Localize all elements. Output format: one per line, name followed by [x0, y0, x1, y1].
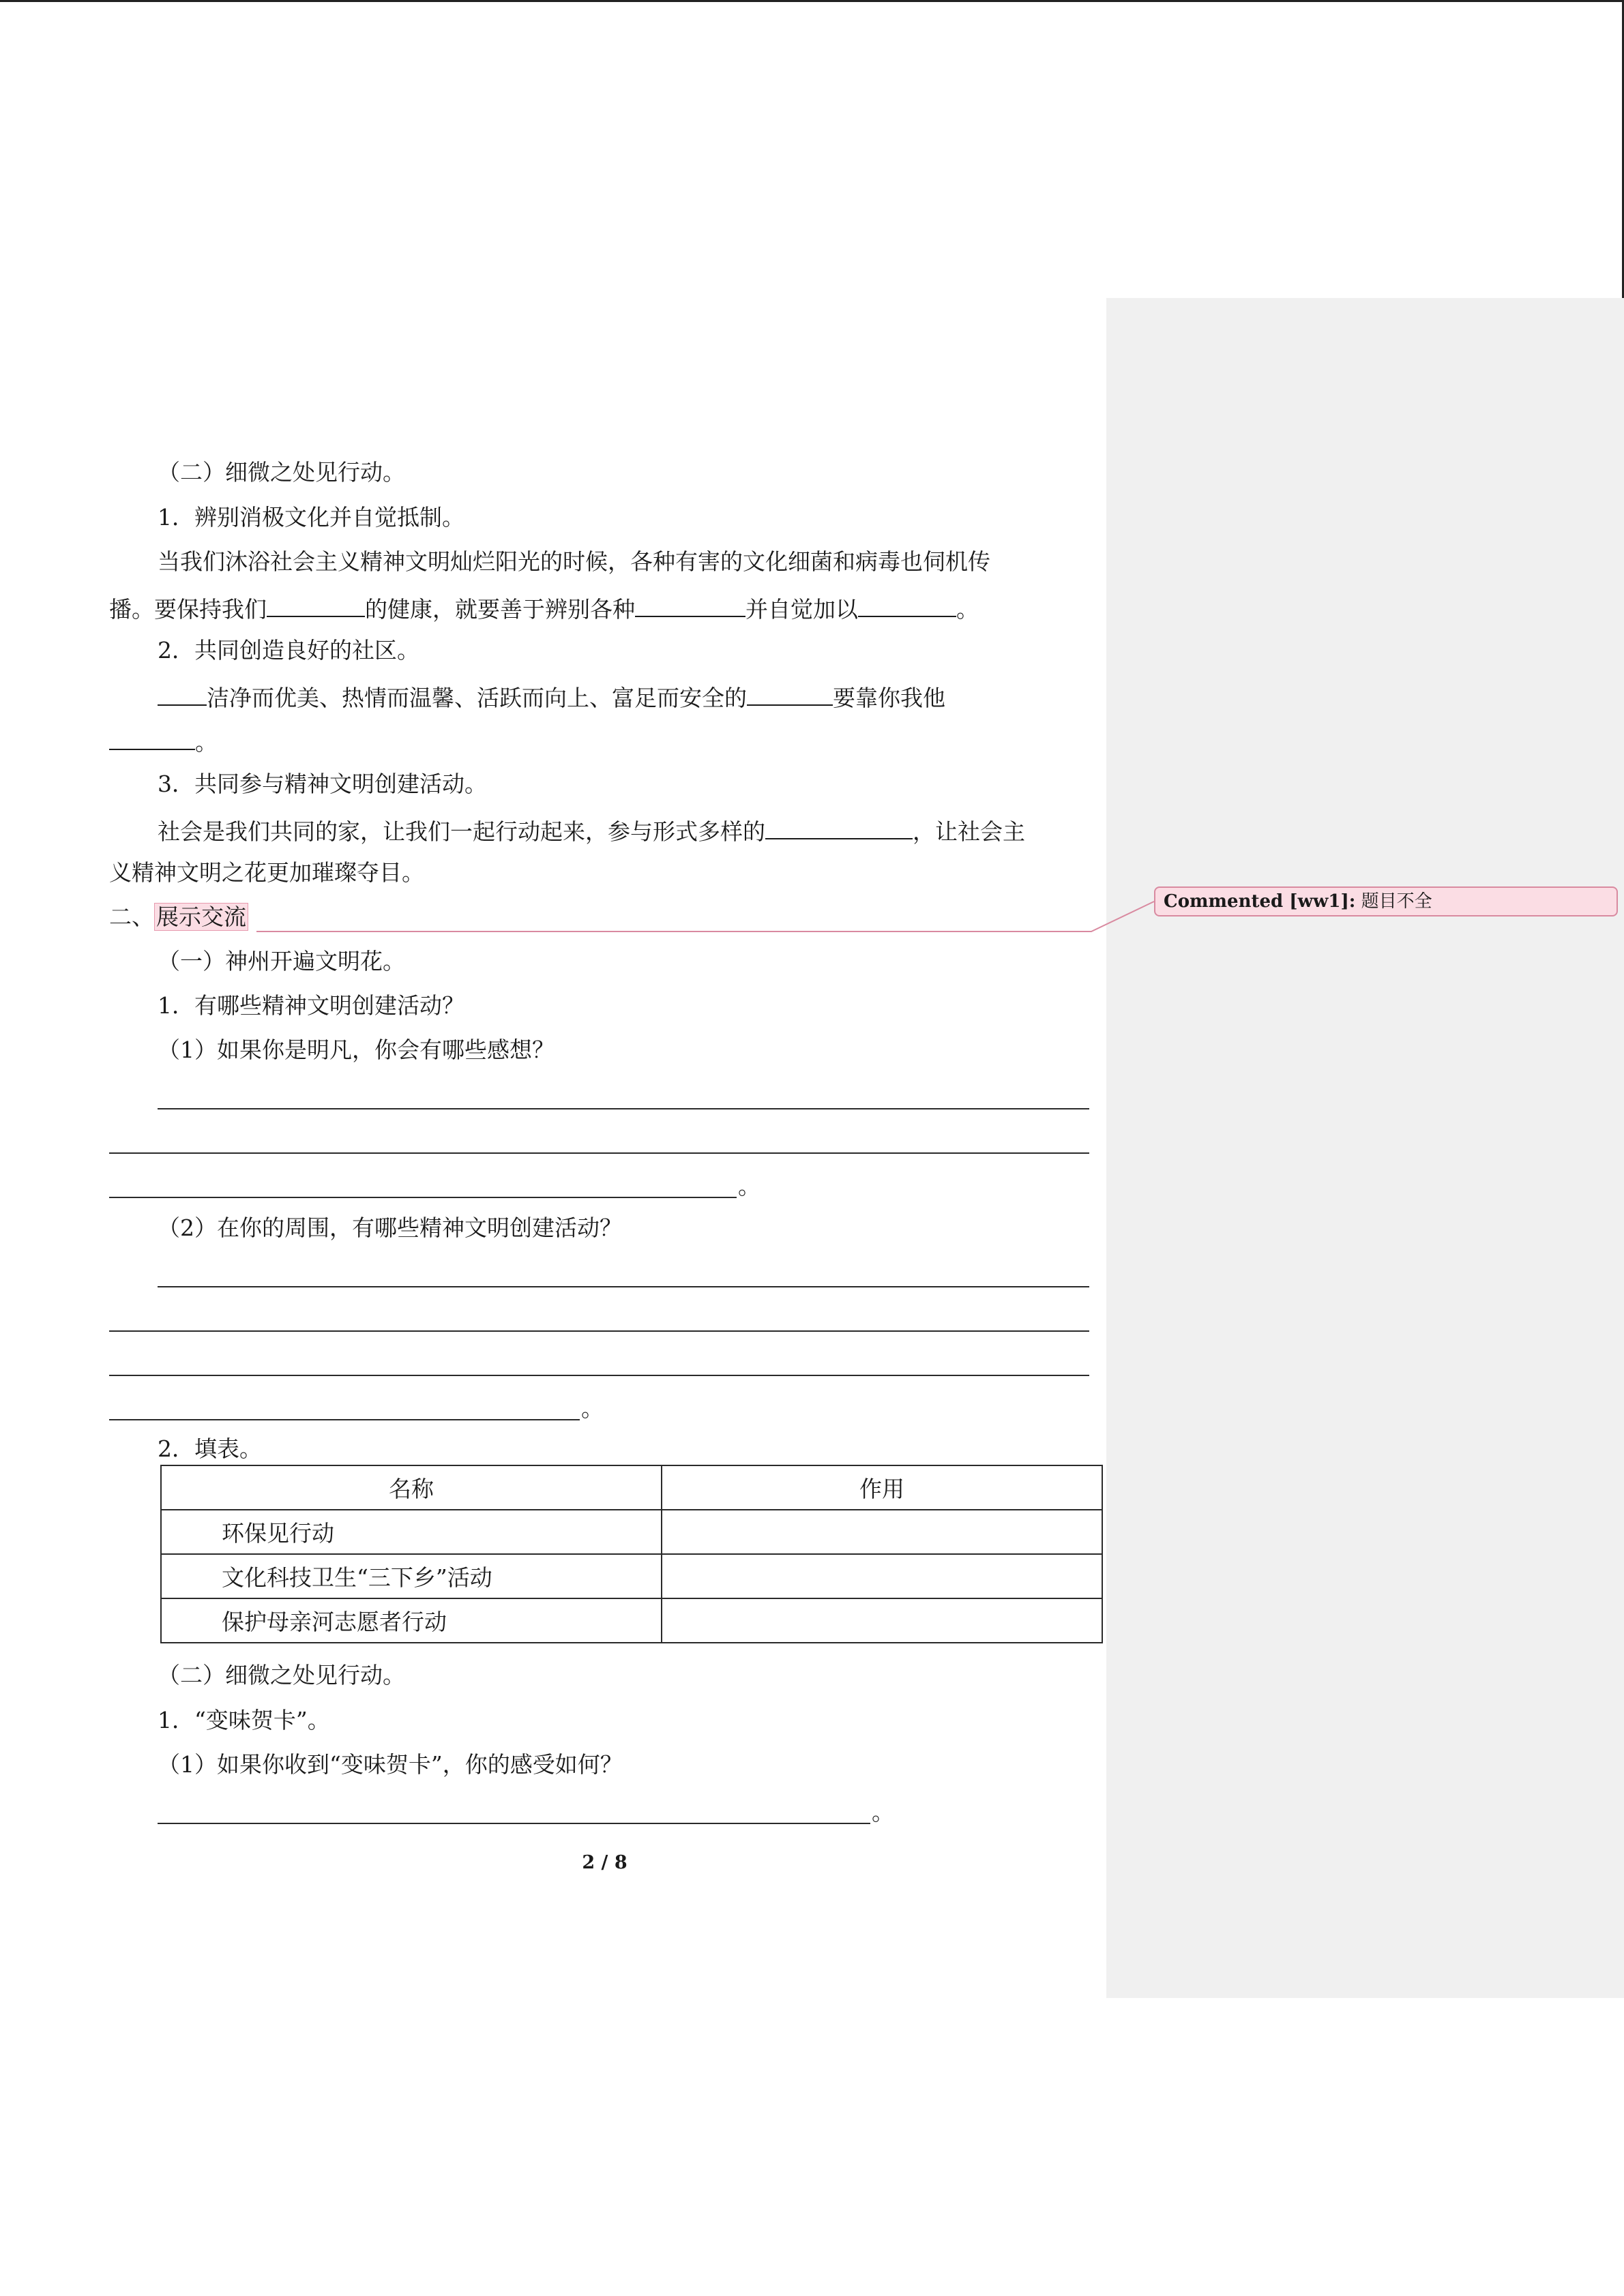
answer-line[interactable] — [109, 1330, 1089, 1332]
table-row — [161, 1598, 1102, 1643]
paragraph-line: 义精神文明之花更加璀璨夺目。 — [109, 859, 424, 886]
paragraph-line: 当我们沐浴社会主义精神文明灿烂阳光的时候，各种有害的文化细菌和病毒也伺机传 — [158, 548, 990, 575]
fill-table — [160, 1465, 1103, 1643]
sub-question: （1）如果你收到“变味贺卡”，你的感受如何？ — [158, 1751, 623, 1778]
text-run: 要靠你我他 — [833, 685, 945, 711]
section-heading: （二）细微之处见行动。 — [158, 459, 405, 486]
subsection-heading: （一）神州开遍文明花。 — [158, 948, 405, 974]
table-cell-answer[interactable] — [662, 1510, 1102, 1554]
answer-line[interactable] — [109, 1197, 737, 1198]
section-prefix: 二、 — [109, 904, 154, 930]
answer-line[interactable] — [158, 1286, 1089, 1287]
text-run: 洁净而优美、热情而温馨、活跃而向上、富足而安全的 — [207, 685, 747, 711]
text-run: 。 — [195, 729, 218, 756]
comment-label: Commented [ww1]: — [1164, 891, 1356, 912]
period: 。 — [738, 1173, 761, 1199]
question: 1．“变味贺卡”。 — [158, 1707, 330, 1733]
table-cell-name: 文化科技卫生“三下乡”活动 — [161, 1554, 662, 1598]
period: 。 — [581, 1395, 604, 1422]
question: 1．有哪些精神文明创建活动？ — [158, 992, 464, 1019]
comment-balloon[interactable] — [1154, 886, 1618, 916]
text-run: 。 — [956, 596, 979, 623]
comment-text: 题目不全 — [1361, 891, 1432, 912]
question: 2．填表。 — [158, 1435, 262, 1462]
commented-text[interactable]: 展示交流 — [154, 903, 248, 931]
answer-line[interactable] — [158, 1823, 870, 1824]
table-header-row — [161, 1465, 1102, 1510]
table-header-cell: 作用 — [662, 1465, 1102, 1510]
period: 。 — [872, 1799, 894, 1825]
answer-line[interactable] — [109, 1419, 580, 1420]
table-row — [161, 1510, 1102, 1554]
table-cell-name: 环保见行动 — [161, 1510, 662, 1554]
subsection-heading: （二）细微之处见行动。 — [158, 1662, 405, 1688]
sub-question: （2）在你的周围，有哪些精神文明创建活动？ — [158, 1214, 622, 1241]
sub-question: （1）如果你是明凡，你会有哪些感想？ — [158, 1037, 555, 1063]
text-run: ，让社会主 — [913, 818, 1025, 845]
text-run: 并自觉加以 — [745, 596, 858, 623]
answer-line[interactable] — [109, 1375, 1089, 1376]
item-heading: 2．共同创造良好的社区。 — [158, 637, 419, 664]
text-run: 社会是我们共同的家，让我们一起行动起来，参与形式多样的 — [158, 818, 765, 845]
answer-line[interactable] — [109, 1152, 1089, 1154]
item-heading: 3．共同参与精神文明创建活动。 — [158, 771, 487, 797]
table-cell-answer[interactable] — [662, 1554, 1102, 1598]
answer-line[interactable] — [158, 1108, 1089, 1109]
page-number: 2 / 8 — [582, 1852, 628, 1873]
text-run: 播。要保持我们 — [109, 596, 267, 623]
table-cell-name: 保护母亲河志愿者行动 — [161, 1598, 662, 1643]
table-cell-answer[interactable] — [662, 1598, 1102, 1643]
table-row — [161, 1554, 1102, 1598]
item-heading: 1．辨别消极文化并自觉抵制。 — [158, 504, 464, 531]
table-header-cell: 名称 — [161, 1465, 662, 1510]
text-run: 的健康，就要善于辨别各种 — [365, 596, 635, 623]
